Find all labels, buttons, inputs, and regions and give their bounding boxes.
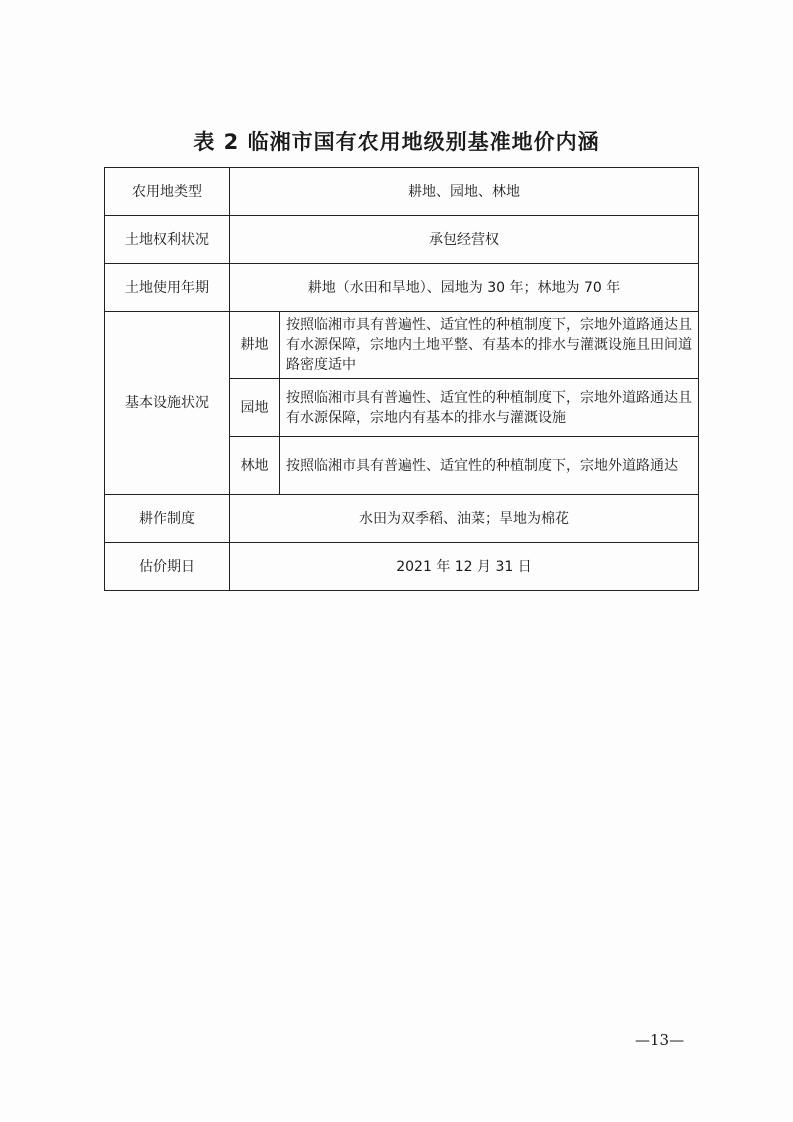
land-rights-label: 土地权利状况 — [105, 216, 230, 264]
valuation-date-value: 2021 年 12 月 31 日 — [230, 543, 699, 591]
usage-period-label: 土地使用年期 — [105, 264, 230, 312]
infrastructure-desc-yuandi: 按照临湘市具有普遍性、适宜性的种植制度下，宗地外道路通达且有水源保障，宗地内有基本的排水与灌溉设施 — [280, 379, 699, 437]
land-rights-value: 承包经营权 — [230, 216, 699, 264]
table-row-land-rights — [105, 216, 699, 264]
farming-system-label: 耕作制度 — [105, 495, 230, 543]
infrastructure-desc-gengdi: 按照临湘市具有普遍性、适宜性的种植制度下，宗地外道路通达且有水源保障，宗地内土地平整、有基本的排水与灌溉设施且田间道路密度适中 — [280, 312, 699, 379]
table-row-farming-system — [105, 495, 699, 543]
page-number: —13— — [635, 1031, 685, 1049]
farming-system-value: 水田为双季稻、油菜；旱地为棉花 — [230, 495, 699, 543]
infrastructure-sub-yuandi: 园地 — [230, 379, 280, 437]
table-row-valuation-date — [105, 543, 699, 591]
land-price-table — [104, 167, 699, 591]
table-row-infrastructure-gengdi — [105, 312, 699, 379]
table-title: 表 2 临湘市国有农用地级别基准地价内涵 — [193, 130, 600, 154]
infrastructure-desc-lindi: 按照临湘市具有普遍性、适宜性的种植制度下，宗地外道路通达 — [280, 437, 699, 495]
valuation-date-label: 估价期日 — [105, 543, 230, 591]
infrastructure-sub-gengdi: 耕地 — [230, 312, 280, 379]
table-row-land-type — [105, 168, 699, 216]
infrastructure-label: 基本设施状况 — [105, 312, 230, 495]
land-type-value: 耕地、园地、林地 — [230, 168, 699, 216]
usage-period-value: 耕地（水田和旱地）、园地为 30 年；林地为 70 年 — [230, 264, 699, 312]
table-row-usage-period — [105, 264, 699, 312]
infrastructure-sub-lindi: 林地 — [230, 437, 280, 495]
land-type-label: 农用地类型 — [105, 168, 230, 216]
